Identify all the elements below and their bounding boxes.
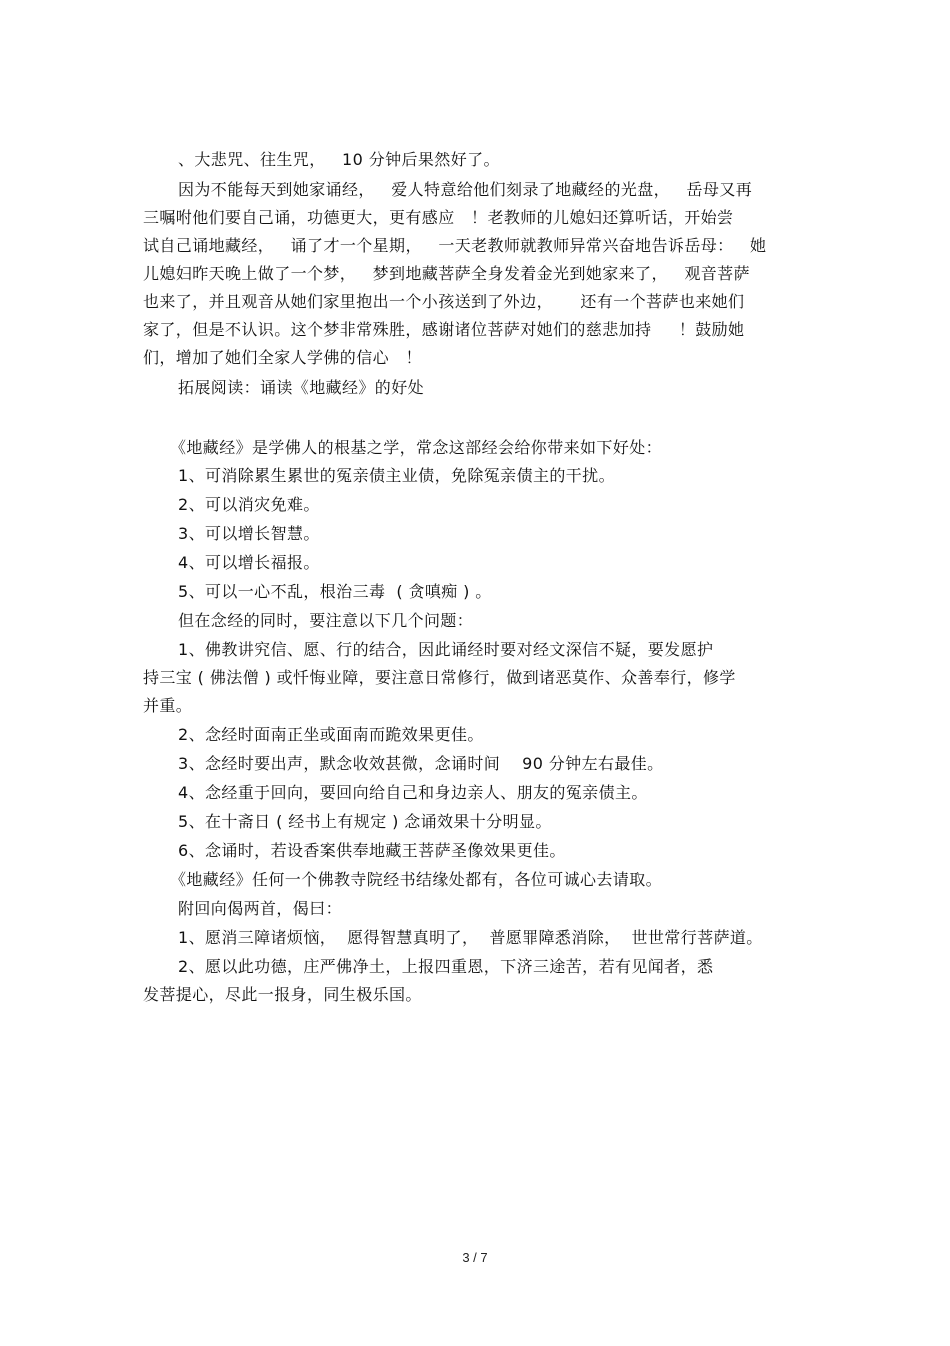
list-item: 5、在十斋日 ( 经书上有规定 ) 念诵效果十分明显。: [178, 812, 552, 831]
list-item: 1、佛教讲究信、愿、行的结合，因此诵经时要对经文深信不疑，要发愿护: [178, 640, 714, 659]
text-line: 们，增加了她们全家人学佛的信心 ！: [143, 348, 422, 367]
text-line: 试自己诵地藏经， 诵了才一个星期， 一天老教师就教师异常兴奋地告诉岳母： 她: [143, 236, 767, 255]
page-number: 3 / 7: [462, 1250, 488, 1265]
text-line: 、大悲咒、往生咒， 10 分钟后果然好了。: [178, 150, 500, 169]
text-line: 发菩提心，尽此一报身，同生极乐国。: [143, 985, 422, 1004]
list-item: 2、愿以此功德，庄严佛净土，上报四重恩，下济三途苦，若有见闻者，悉: [178, 957, 714, 976]
text-line: 附回向偈两首，偈曰：: [178, 899, 343, 918]
text-line: 并重。: [143, 696, 193, 715]
text-line: 持三宝 ( 佛法僧 ) 或忏悔业障，要注意日常修行，做到诸恶莫作、众善奉行，修学: [143, 668, 736, 687]
text-line: 儿媳妇昨天晚上做了一个梦， 梦到地藏菩萨全身发着金光到她家来了， 观音菩萨: [143, 264, 750, 283]
text-line: 但在念经的同时，要注意以下几个问题：: [178, 611, 474, 630]
list-item: 1、可消除累生累世的冤亲债主业债，免除冤亲债主的干扰。: [178, 466, 615, 485]
text-line: 家了，但是不认识。这个梦非常殊胜，感谢诸位菩萨对她们的慈悲加持 ！鼓励她: [143, 320, 745, 339]
list-item: 4、念经重于回向，要回向给自己和身边亲人、朋友的冤亲债主。: [178, 783, 648, 802]
text-line: 《地藏经》任何一个佛教寺院经书结缘处都有，各位可诚心去请取。: [170, 870, 663, 889]
list-item: 1、愿消三障诸烦恼， 愿得智慧真明了， 普愿罪障悉消除， 世世常行菩萨道。: [178, 928, 763, 947]
list-item: 3、念经时要出声，默念收效甚微，念诵时间 90 分钟左右最佳。: [178, 754, 664, 773]
list-item: 5、可以一心不乱，根治三毒 ( 贪嗔痴 ) 。: [178, 582, 492, 601]
list-item: 2、念经时面南正坐或面南而跪效果更佳。: [178, 725, 484, 744]
list-item: 3、可以增长智慧。: [178, 524, 320, 543]
list-item: 6、念诵时，若设香案供奉地藏王菩萨圣像效果更佳。: [178, 841, 566, 860]
text-line: 也来了，并且观音从她们家里抱出一个小孩送到了外边， 还有一个菩萨也来她们: [143, 292, 745, 311]
text-line: 因为不能每天到她家诵经， 爱人特意给他们刻录了地藏经的光盘， 岳母又再: [178, 180, 753, 199]
text-line: 《地藏经》是学佛人的根基之学，常念这部经会给你带来如下好处：: [170, 438, 663, 457]
section-heading: 拓展阅读：诵读《地藏经》的好处: [178, 378, 425, 397]
text-line: 三嘱咐他们要自己诵，功德更大，更有感应 ！老教师的儿媳妇还算听话，开始尝: [143, 208, 734, 227]
list-item: 2、可以消灾免难。: [178, 495, 320, 514]
list-item: 4、可以增长福报。: [178, 553, 320, 572]
